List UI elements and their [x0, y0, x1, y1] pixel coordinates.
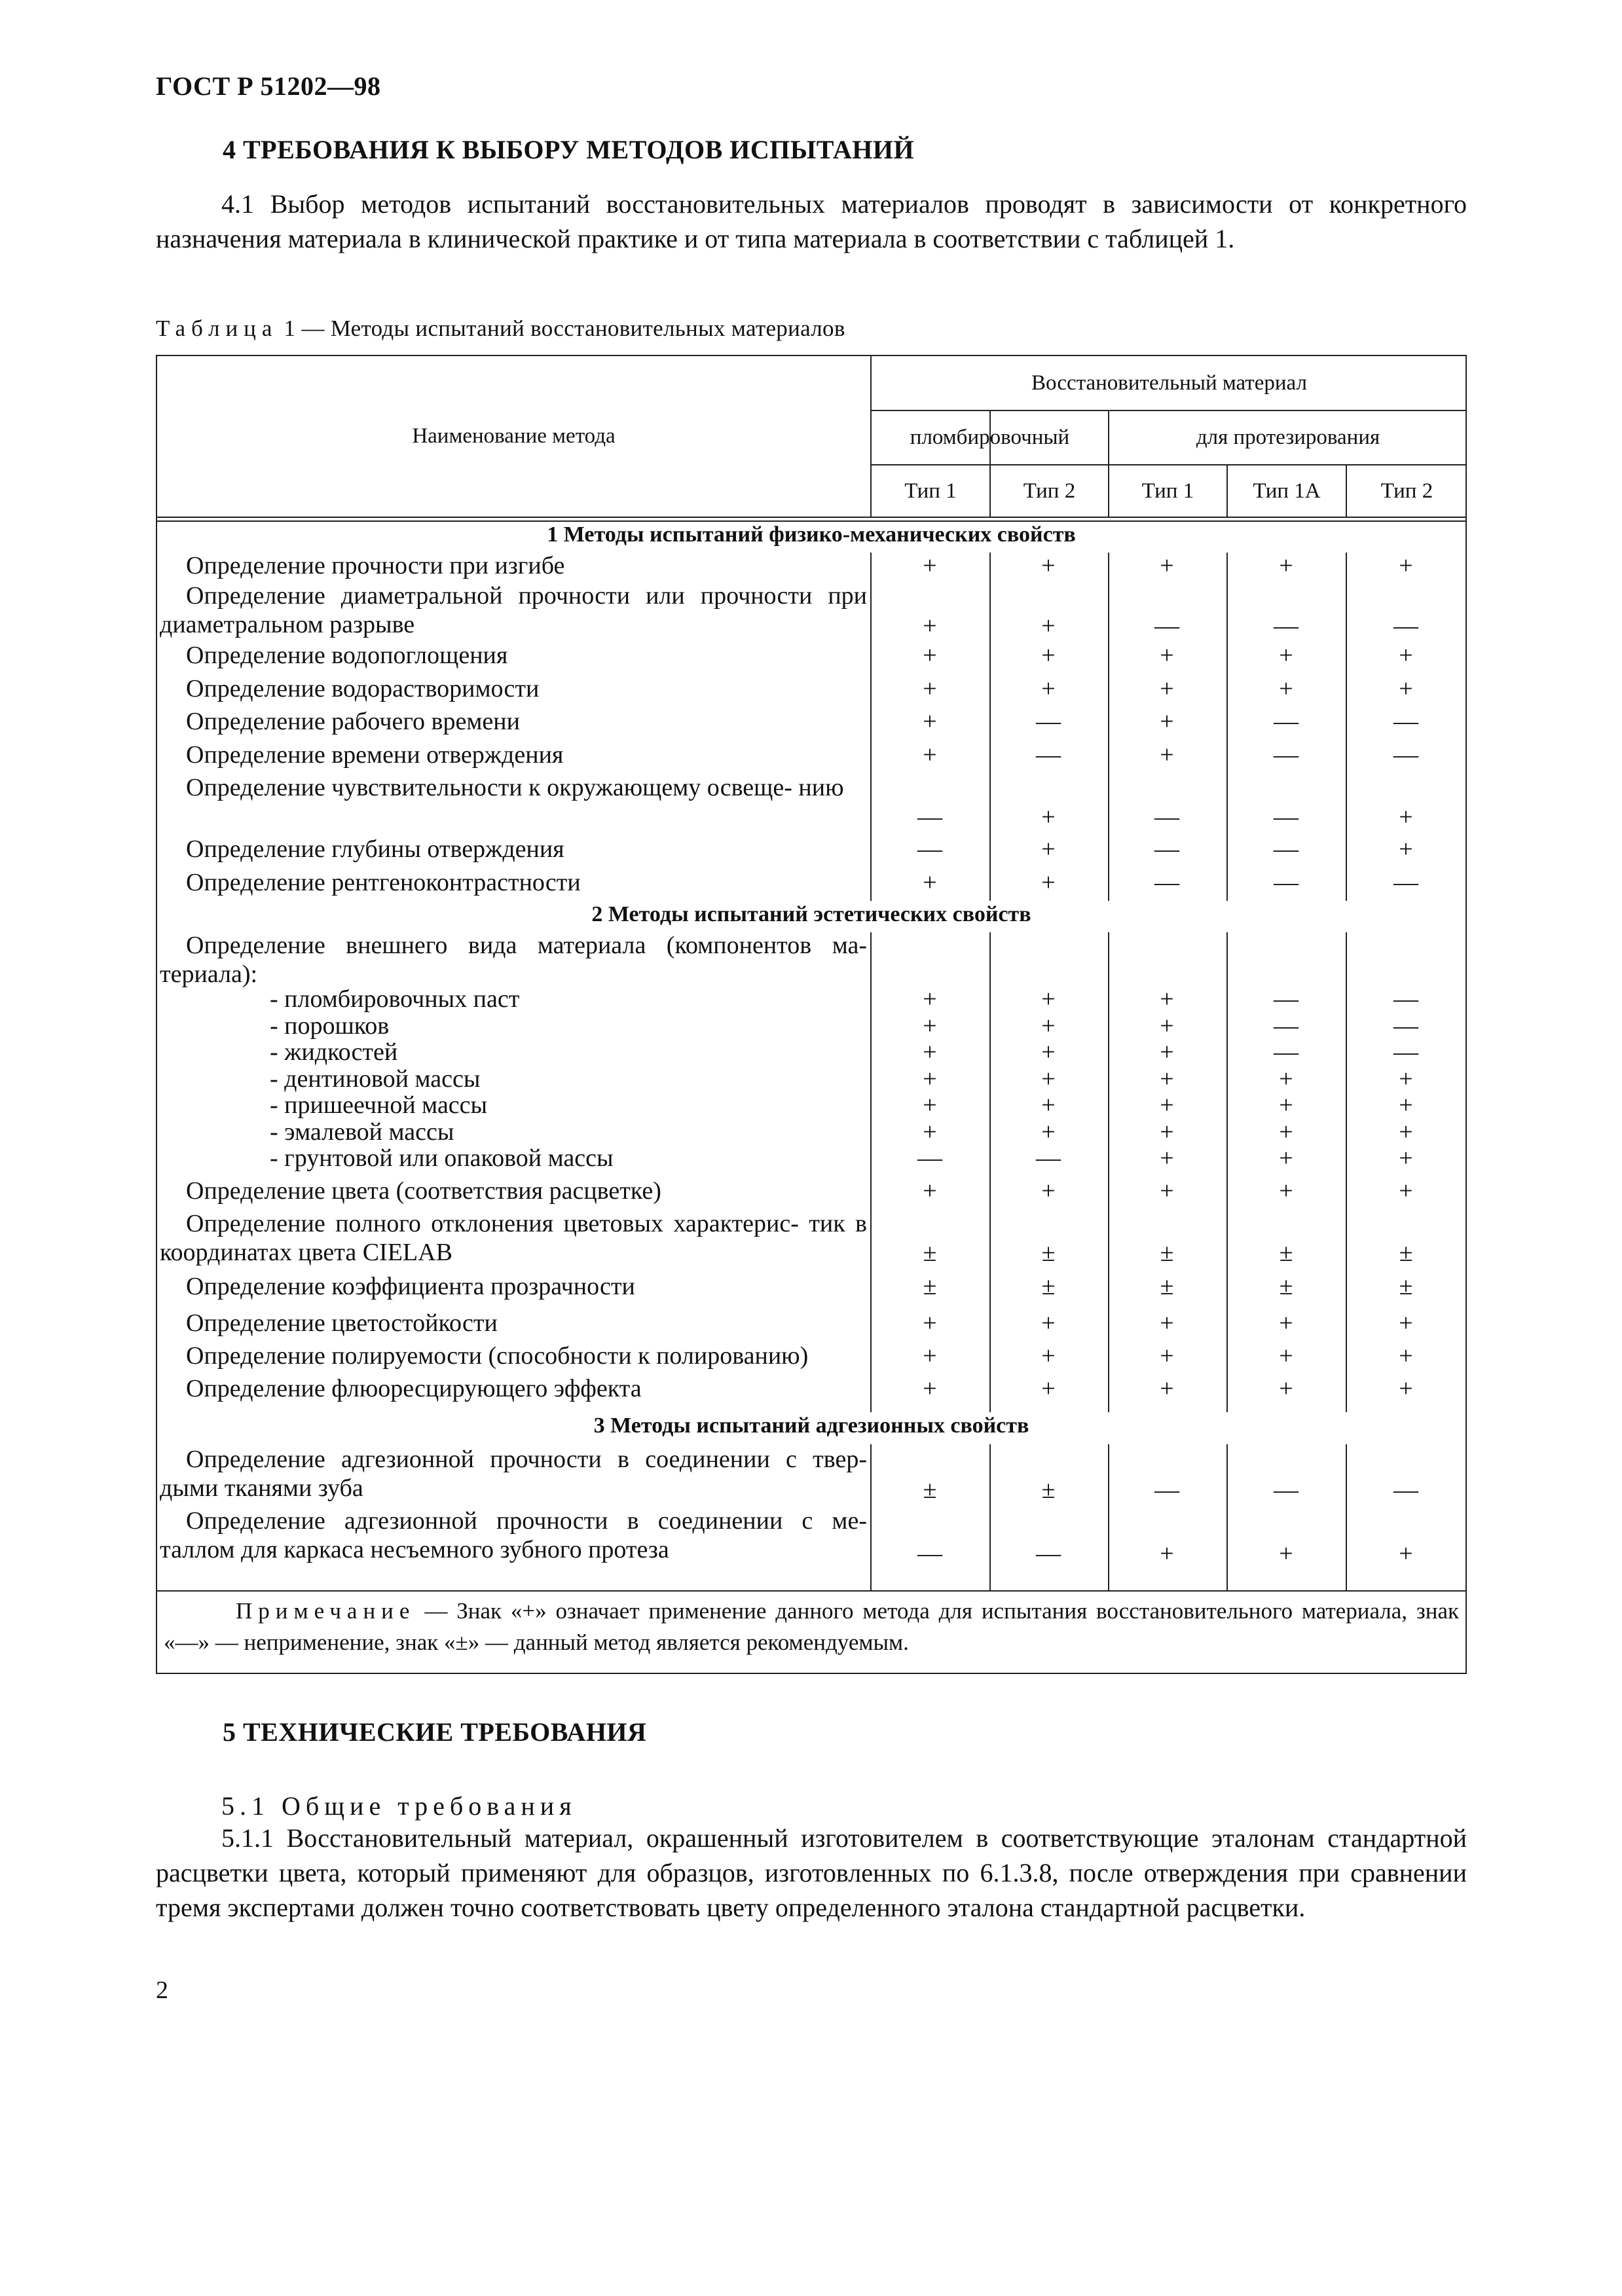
row-3-1-value-4: — [1274, 1476, 1299, 1504]
method-subrow-2-3: - жидкостей [270, 1038, 398, 1066]
row-3-2-value-3: + [1160, 1540, 1174, 1567]
method-subrow-2-7: - грунтовой или опаковой массы [270, 1144, 614, 1172]
subrow-2-3-value-3: + [1160, 1038, 1174, 1066]
row-2-3-value-4: ± [1279, 1273, 1293, 1300]
row-1-8-value-1: — [917, 835, 942, 863]
row-1-6-value-3: + [1160, 741, 1174, 769]
group-title-3: 3 Методы испытаний адгезионных свойств [593, 1413, 1029, 1438]
table-note-text: — Знак «+» означает применение данного метода для испытания восстановительного материала, знак «—» — неприменение, знак «±» — данный метод является рекомендуемым. [164, 1598, 1459, 1655]
subrow-2-7-value-5: + [1399, 1144, 1413, 1172]
header-type-2-filling: Тип 2 [1023, 479, 1076, 503]
method-row-2-4: Определение цветостойкости [186, 1309, 498, 1337]
subrow-2-7-value-3: + [1160, 1144, 1174, 1172]
subrow-2-4-value-4: + [1279, 1065, 1293, 1093]
row-2-2-value-1: ± [923, 1239, 937, 1267]
subrow-2-2-value-4: — [1274, 1012, 1299, 1040]
subrow-2-5-value-2: + [1041, 1091, 1056, 1119]
row-1-3-value-1: + [923, 642, 937, 669]
section-4-paragraph: 4.1 Выбор методов испытаний восстановительных материалов проводят в зависимости от конкретного назначения материала в клинической практике и от типа материала в соответствии с таблицей 1. [156, 189, 1467, 253]
subrow-2-3-value-1: + [923, 1038, 937, 1066]
row-1-3-value-2: + [1041, 642, 1056, 669]
table-caption-text: 1 — Методы испытаний восстановительных материалов [284, 316, 845, 341]
subrow-2-1-value-5: — [1393, 985, 1418, 1013]
section-5-paragraph: 5.1.1 Восстановительный материал, окрашенный изготовителем в соответствующие эталонам стандартной расцветки цвета, который применяют для образцов, изготовленных по 6.1.3.8, после отверждения при сравнении тремя экспертами должен точно соответствовать цвету определенного эталона стандартной расцветки. [156, 1823, 1467, 1922]
document-header: ГОСТ Р 51202—98 [156, 71, 381, 101]
header-filling: пломбировочный [910, 426, 1070, 449]
row-3-2-value-2: — [1036, 1540, 1061, 1567]
method-row-1-2: Определение диаметральной прочности или прочности при диаметральном разрыве [160, 582, 867, 638]
method-row-2-5: Определение полируемости (способности к полированию) [186, 1342, 809, 1370]
row-1-1-value-4: + [1279, 552, 1293, 579]
subrow-2-7-value-1: — [917, 1144, 942, 1172]
row-1-5-value-1: + [923, 708, 937, 735]
row-1-6-value-1: + [923, 741, 937, 769]
subrow-2-7-value-2: — [1036, 1144, 1061, 1172]
row-1-9-value-5: — [1393, 869, 1418, 896]
row-3-2-value-5: + [1399, 1540, 1413, 1567]
row-1-9-value-4: — [1274, 869, 1299, 896]
row-1-4-value-5: + [1399, 675, 1413, 702]
method-row-3-1: Определение адгезионной прочности в соединении с твер- дыми тканями зуба [160, 1446, 867, 1502]
table-caption [156, 316, 845, 342]
row-1-7-value-3: — [1154, 803, 1179, 831]
method-row-3-2: Определение адгезионной прочности в соединении с ме- таллом для каркаса несъемного зубного протеза [160, 1507, 867, 1563]
subrow-2-3-value-4: — [1274, 1038, 1299, 1066]
subrow-2-6-value-2: + [1041, 1118, 1056, 1146]
row-2-5-value-2: + [1041, 1342, 1056, 1370]
row-1-7-value-1: — [917, 803, 942, 831]
method-row-1-4: Определение водорастворимости [186, 675, 540, 702]
method-subrow-2-5: - пришеечной массы [270, 1091, 488, 1119]
subrow-2-5-value-4: + [1279, 1091, 1293, 1119]
row-1-4-value-3: + [1160, 675, 1174, 702]
row-3-1-value-5: — [1393, 1476, 1418, 1504]
row-1-2-value-5: — [1393, 612, 1418, 640]
row-1-6-value-4: — [1274, 741, 1299, 769]
row-1-4-value-2: + [1041, 675, 1056, 702]
row-2-1-value-4: + [1279, 1177, 1293, 1205]
row-1-1-value-1: + [923, 552, 937, 579]
row-1-1-value-3: + [1160, 552, 1174, 579]
row-2-4-value-3: + [1160, 1309, 1174, 1337]
table-note-label: Примечание [236, 1598, 416, 1624]
method-row-1-8: Определение глубины отверждения [186, 835, 564, 863]
row-1-4-value-4: + [1279, 675, 1293, 702]
row-2-6-value-5: + [1399, 1375, 1413, 1402]
section-4-title: 4 ТРЕБОВАНИЯ К ВЫБОРУ МЕТОДОВ ИСПЫТАНИЙ [223, 135, 915, 164]
table-note [157, 1595, 1465, 1658]
method-subrow-2-1: - пломбировочных паст [270, 985, 520, 1013]
row-2-5-value-4: + [1279, 1342, 1293, 1370]
row-3-2-value-4: + [1279, 1540, 1293, 1567]
subrow-2-2-value-2: + [1041, 1012, 1056, 1040]
row-2-6-value-1: + [923, 1375, 937, 1402]
row-2-6-value-4: + [1279, 1375, 1293, 1402]
row-1-2-value-4: — [1274, 612, 1299, 640]
header-type-1-filling: Тип 1 [904, 479, 957, 503]
row-1-6-value-2: — [1036, 741, 1061, 769]
subrow-2-6-value-5: + [1399, 1118, 1413, 1146]
method-row-2-1: Определение цвета (соответствия расцветке) [186, 1177, 661, 1205]
method-row-1-6: Определение времени отверждения [186, 741, 564, 769]
header-type-1-prosthetic: Тип 1 [1141, 479, 1194, 503]
row-1-8-value-2: + [1041, 835, 1056, 863]
section-5-title: 5 ТЕХНИЧЕСКИЕ ТРЕБОВАНИЯ [223, 1717, 647, 1747]
row-1-8-value-3: — [1154, 835, 1179, 863]
subrow-2-2-value-1: + [923, 1012, 937, 1040]
subrow-2-6-value-3: + [1160, 1118, 1174, 1146]
page-number: 2 [156, 1977, 168, 2004]
subrow-2-6-value-4: + [1279, 1118, 1293, 1146]
header-method-name: Наименование метода [412, 424, 616, 448]
subrow-2-1-value-3: + [1160, 985, 1174, 1013]
method-row-2-3: Определение коэффициента прозрачности [186, 1273, 635, 1300]
row-2-5-value-3: + [1160, 1342, 1174, 1370]
header-type-1a-prosthetic: Тип 1А [1253, 479, 1321, 503]
method-row-2-appearance: Определение внешнего вида материала (компонентов ма- териала): [160, 932, 867, 988]
method-subrow-2-2: - порошков [270, 1012, 390, 1040]
row-2-2-value-3: ± [1160, 1239, 1174, 1267]
group-title-2: 2 Методы испытаний эстетических свойств [591, 902, 1031, 926]
subrow-2-5-value-5: + [1399, 1091, 1413, 1119]
row-1-3-value-5: + [1399, 642, 1413, 669]
row-2-2-value-4: ± [1279, 1239, 1293, 1267]
method-row-2-6: Определение флюоресцирующего эффекта [186, 1375, 642, 1402]
row-1-6-value-5: — [1393, 741, 1418, 769]
subrow-2-4-value-5: + [1399, 1065, 1413, 1093]
row-2-3-value-5: ± [1399, 1273, 1413, 1300]
row-1-1-value-2: + [1041, 552, 1056, 579]
method-subrow-2-4: - дентиновой массы [270, 1065, 481, 1093]
subrow-2-5-value-1: + [923, 1091, 937, 1119]
row-1-3-value-4: + [1279, 642, 1293, 669]
subrow-2-4-value-2: + [1041, 1065, 1056, 1093]
row-2-1-value-1: + [923, 1177, 937, 1205]
method-row-1-3: Определение водопоглощения [186, 642, 508, 669]
row-1-9-value-2: + [1041, 869, 1056, 896]
method-row-2-2: Определение полного отклонения цветовых характерис- тик в координатах цвета CIELAB [160, 1210, 867, 1266]
row-3-1-value-3: — [1154, 1476, 1179, 1504]
subrow-2-5-value-3: + [1160, 1091, 1174, 1119]
row-2-4-value-5: + [1399, 1309, 1413, 1337]
row-1-3-value-3: + [1160, 642, 1174, 669]
row-2-3-value-2: ± [1041, 1273, 1056, 1300]
row-2-6-value-2: + [1041, 1375, 1056, 1402]
methods-table [156, 355, 1467, 1674]
row-1-7-value-4: — [1274, 803, 1299, 831]
row-1-7-value-5: + [1399, 803, 1413, 831]
row-1-1-value-5: + [1399, 552, 1413, 579]
row-1-5-value-4: — [1274, 708, 1299, 735]
row-1-8-value-5: + [1399, 835, 1413, 863]
row-1-9-value-3: — [1154, 869, 1179, 896]
row-1-5-value-5: — [1393, 708, 1418, 735]
row-2-4-value-4: + [1279, 1309, 1293, 1337]
row-2-1-value-5: + [1399, 1177, 1413, 1205]
row-3-1-value-1: ± [923, 1476, 937, 1504]
row-2-4-value-2: + [1041, 1309, 1056, 1337]
row-1-9-value-1: + [923, 869, 937, 896]
row-1-2-value-2: + [1041, 612, 1056, 640]
row-1-2-value-3: — [1154, 612, 1179, 640]
row-2-1-value-3: + [1160, 1177, 1174, 1205]
row-2-1-value-2: + [1041, 1177, 1056, 1205]
row-2-6-value-3: + [1160, 1375, 1174, 1402]
subrow-2-6-value-1: + [923, 1118, 937, 1146]
subrow-2-7-value-4: + [1279, 1144, 1293, 1172]
subrow-2-4-value-3: + [1160, 1065, 1174, 1093]
method-row-1-1: Определение прочности при изгибе [186, 552, 565, 579]
group-title-1: 1 Методы испытаний физико-механических свойств [547, 522, 1076, 547]
subrow-2-4-value-1: + [923, 1065, 937, 1093]
row-1-2-value-1: + [923, 612, 937, 640]
subrow-2-2-value-3: + [1160, 1012, 1174, 1040]
subrow-2-3-value-2: + [1041, 1038, 1056, 1066]
row-1-5-value-2: — [1036, 708, 1061, 735]
subrow-2-1-value-4: — [1274, 985, 1299, 1013]
row-2-5-value-1: + [923, 1342, 937, 1370]
method-row-1-9: Определение рентгеноконтрастности [186, 869, 581, 896]
header-prosthetic: для протезирования [1196, 426, 1380, 449]
row-3-1-value-2: ± [1041, 1476, 1056, 1504]
row-2-4-value-1: + [923, 1309, 937, 1337]
row-2-2-value-2: ± [1041, 1239, 1056, 1267]
subrow-2-3-value-5: — [1393, 1038, 1418, 1066]
method-row-1-5: Определение рабочего времени [186, 708, 520, 735]
section-5-1-subheading: 5.1 Общие требования [221, 1791, 577, 1821]
subrow-2-2-value-5: — [1393, 1012, 1418, 1040]
table-caption-label: Таблица [156, 316, 278, 341]
row-1-5-value-3: + [1160, 708, 1174, 735]
row-2-3-value-3: ± [1160, 1273, 1174, 1300]
subrow-2-1-value-2: + [1041, 985, 1056, 1013]
row-2-2-value-5: ± [1399, 1239, 1413, 1267]
method-row-1-7: Определение чувствительности к окружающему освеще- нию [186, 774, 844, 801]
row-1-7-value-2: + [1041, 803, 1056, 831]
row-2-5-value-5: + [1399, 1342, 1413, 1370]
method-subrow-2-6: - эмалевой массы [270, 1118, 454, 1146]
row-1-4-value-1: + [923, 675, 937, 702]
row-3-2-value-1: — [917, 1540, 942, 1567]
row-2-3-value-1: ± [923, 1273, 937, 1300]
subrow-2-1-value-1: + [923, 985, 937, 1013]
header-type-2-prosthetic: Тип 2 [1380, 479, 1433, 503]
row-1-8-value-4: — [1274, 835, 1299, 863]
header-restorative-material: Восстановительный материал [1031, 371, 1307, 395]
